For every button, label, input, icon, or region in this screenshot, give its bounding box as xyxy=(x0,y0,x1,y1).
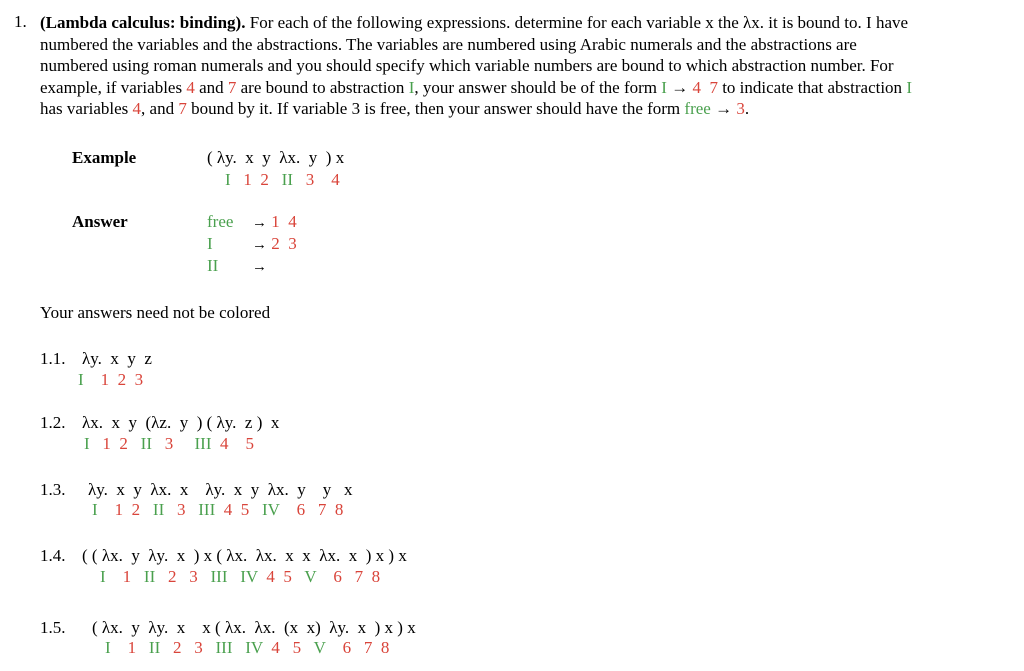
var-number: 2 xyxy=(119,434,128,453)
problem-numbering xyxy=(78,370,143,390)
arrow-icon: → xyxy=(252,259,267,275)
answer-label: Answer xyxy=(72,212,128,231)
question-line-5 xyxy=(40,98,1015,120)
abs-number: II xyxy=(207,256,219,275)
abs-number: IV xyxy=(240,567,258,586)
abs-number: I xyxy=(661,77,667,97)
var-number: 3 xyxy=(194,638,203,657)
abs-number: III xyxy=(215,638,233,657)
problem-expression: ( λx. y λy. x x ( λx. λx. (x x) λy. x ) x ) x xyxy=(92,618,416,637)
answer-row xyxy=(207,212,233,232)
abs-number: I xyxy=(408,77,415,97)
var-number: 5 xyxy=(292,638,302,657)
answer-vars: 2 3 xyxy=(271,234,297,253)
var-number: 5 xyxy=(283,567,292,586)
var-number: 3 xyxy=(305,170,315,189)
var-number: 5 xyxy=(245,434,254,453)
problem-number: 1.1. xyxy=(40,349,66,368)
var-number: 7 xyxy=(317,500,327,519)
abs-number: I xyxy=(225,170,231,189)
abs-number: I xyxy=(105,638,111,657)
var-number: 5 xyxy=(240,500,250,519)
abs-number: I xyxy=(906,77,912,97)
problem-expression: λx. x y (λz. y ) ( λy. z ) x xyxy=(82,413,280,432)
var-number: 1 xyxy=(102,434,111,453)
var-number: 4 xyxy=(692,77,701,97)
abs-number: II xyxy=(281,170,293,189)
problem-numbering xyxy=(84,434,254,454)
abs-number: III xyxy=(210,567,228,586)
problem-number: 1.2. xyxy=(40,413,66,432)
var-number: 4 xyxy=(219,434,229,453)
question-line-3: numbered using roman numerals and you should specify which variable numbers are bound to which abstraction number. For xyxy=(40,56,894,75)
arrow-icon: → xyxy=(666,77,693,97)
var-number: 6 xyxy=(333,567,342,586)
abs-number: III xyxy=(198,500,216,519)
abs-number: II xyxy=(140,434,152,453)
var-number: 3 xyxy=(736,99,745,118)
arrow-icon: → xyxy=(252,237,267,253)
var-number: 3 xyxy=(189,567,198,586)
abs-number: II xyxy=(152,500,165,519)
var-number: 7 xyxy=(354,567,364,586)
var-number: 1 xyxy=(243,170,252,189)
text-fragment: and xyxy=(194,77,228,97)
var-number: 7 xyxy=(709,77,718,97)
answer-row xyxy=(207,234,213,254)
var-number: 4 xyxy=(331,170,340,189)
abs-number: III xyxy=(194,434,212,453)
example-expression: ( λy. x y λx. y ) x xyxy=(207,148,345,167)
abs-number: IV xyxy=(245,638,263,657)
var-number: 1 xyxy=(100,370,110,389)
var-number: 7 xyxy=(363,638,373,657)
free-label: free xyxy=(207,212,234,231)
problem-expression: ( ( λx. y λy. x ) x ( λx. λx. x x λx. x ) x ) x xyxy=(82,546,407,565)
problem-numbering xyxy=(100,567,380,587)
var-number: 4 xyxy=(266,567,275,586)
var-number: 7 xyxy=(227,77,237,97)
var-number: 4 xyxy=(223,500,233,519)
var-number: 2 xyxy=(168,567,177,586)
question-number: 1. xyxy=(14,12,27,31)
var-number: 2 xyxy=(173,638,182,657)
abs-number: II xyxy=(143,567,156,586)
problem-expression: λy. x y λx. x λy. x y λx. y y x xyxy=(88,480,353,499)
abs-number: V xyxy=(304,567,317,586)
arrow-icon: → xyxy=(252,215,267,231)
abs-number: I xyxy=(78,370,84,389)
answer-row-arrow xyxy=(252,256,271,276)
var-number: 6 xyxy=(296,500,306,519)
question-line-4 xyxy=(40,77,1015,99)
text-fragment: . xyxy=(744,99,750,118)
problem-number: 1.4. xyxy=(40,546,66,565)
text-fragment: , your answer should be of the form xyxy=(414,77,662,97)
var-number: 3 xyxy=(134,370,144,389)
answer-row xyxy=(207,256,218,276)
question-line-1: For each of the following expressions. determine for each variable x the λx. it is bound to. I have xyxy=(245,13,909,32)
text-fragment: example, if variables xyxy=(40,77,187,97)
abs-number: V xyxy=(313,638,326,657)
abs-number: II xyxy=(148,638,161,657)
text-fragment: has variables xyxy=(40,99,133,118)
answer-vars: 1 4 xyxy=(271,212,297,231)
question-text xyxy=(40,12,1015,120)
var-number: 1 xyxy=(114,500,124,519)
answer-row-arrow xyxy=(252,212,297,232)
abs-number: IV xyxy=(261,500,280,519)
var-number: 7 xyxy=(178,99,187,118)
example-label: Example xyxy=(72,148,137,167)
question-line-2: numbered the variables and the abstractions. The variables are numbered using Arabic numerals and the abstractions are xyxy=(40,34,857,54)
var-number: 2 xyxy=(117,370,127,389)
problem-number: 1.3. xyxy=(40,480,66,499)
var-number: 8 xyxy=(380,638,390,657)
var-number: 6 xyxy=(342,638,352,657)
text-fragment: , and xyxy=(141,99,179,118)
answer-row-arrow xyxy=(252,234,297,254)
free-label: free xyxy=(684,99,711,118)
question-title: (Lambda calculus: binding). xyxy=(40,13,246,32)
var-number: 8 xyxy=(371,567,381,586)
abs-number: I xyxy=(100,567,106,586)
text-fragment: to indicate that abstraction xyxy=(717,77,907,97)
problem-numbering xyxy=(105,638,389,658)
var-number: 3 xyxy=(164,434,174,453)
example-numbering xyxy=(225,170,340,190)
arrow-icon: → xyxy=(710,99,737,118)
problem-expression: λy. x y z xyxy=(82,349,152,368)
var-number: 4 xyxy=(271,638,280,657)
abs-number: I xyxy=(92,500,98,519)
text-fragment: are bound to abstraction xyxy=(236,77,409,97)
var-number: 8 xyxy=(334,500,344,519)
var-number: 4 xyxy=(186,77,195,97)
abs-number: I xyxy=(84,434,90,453)
problem-number: 1.5. xyxy=(40,618,66,637)
abs-number: I xyxy=(207,234,213,253)
var-number: 4 xyxy=(132,99,142,118)
var-number: 3 xyxy=(177,500,186,519)
var-number: 1 xyxy=(122,567,132,586)
var-number: 2 xyxy=(260,170,269,189)
var-number: 2 xyxy=(131,500,141,519)
var-number: 1 xyxy=(127,638,137,657)
text-fragment: bound by it. If variable 3 is free, then your answer should have the form xyxy=(186,99,685,118)
problem-numbering xyxy=(92,500,343,520)
note-text: Your answers need not be colored xyxy=(40,303,271,322)
